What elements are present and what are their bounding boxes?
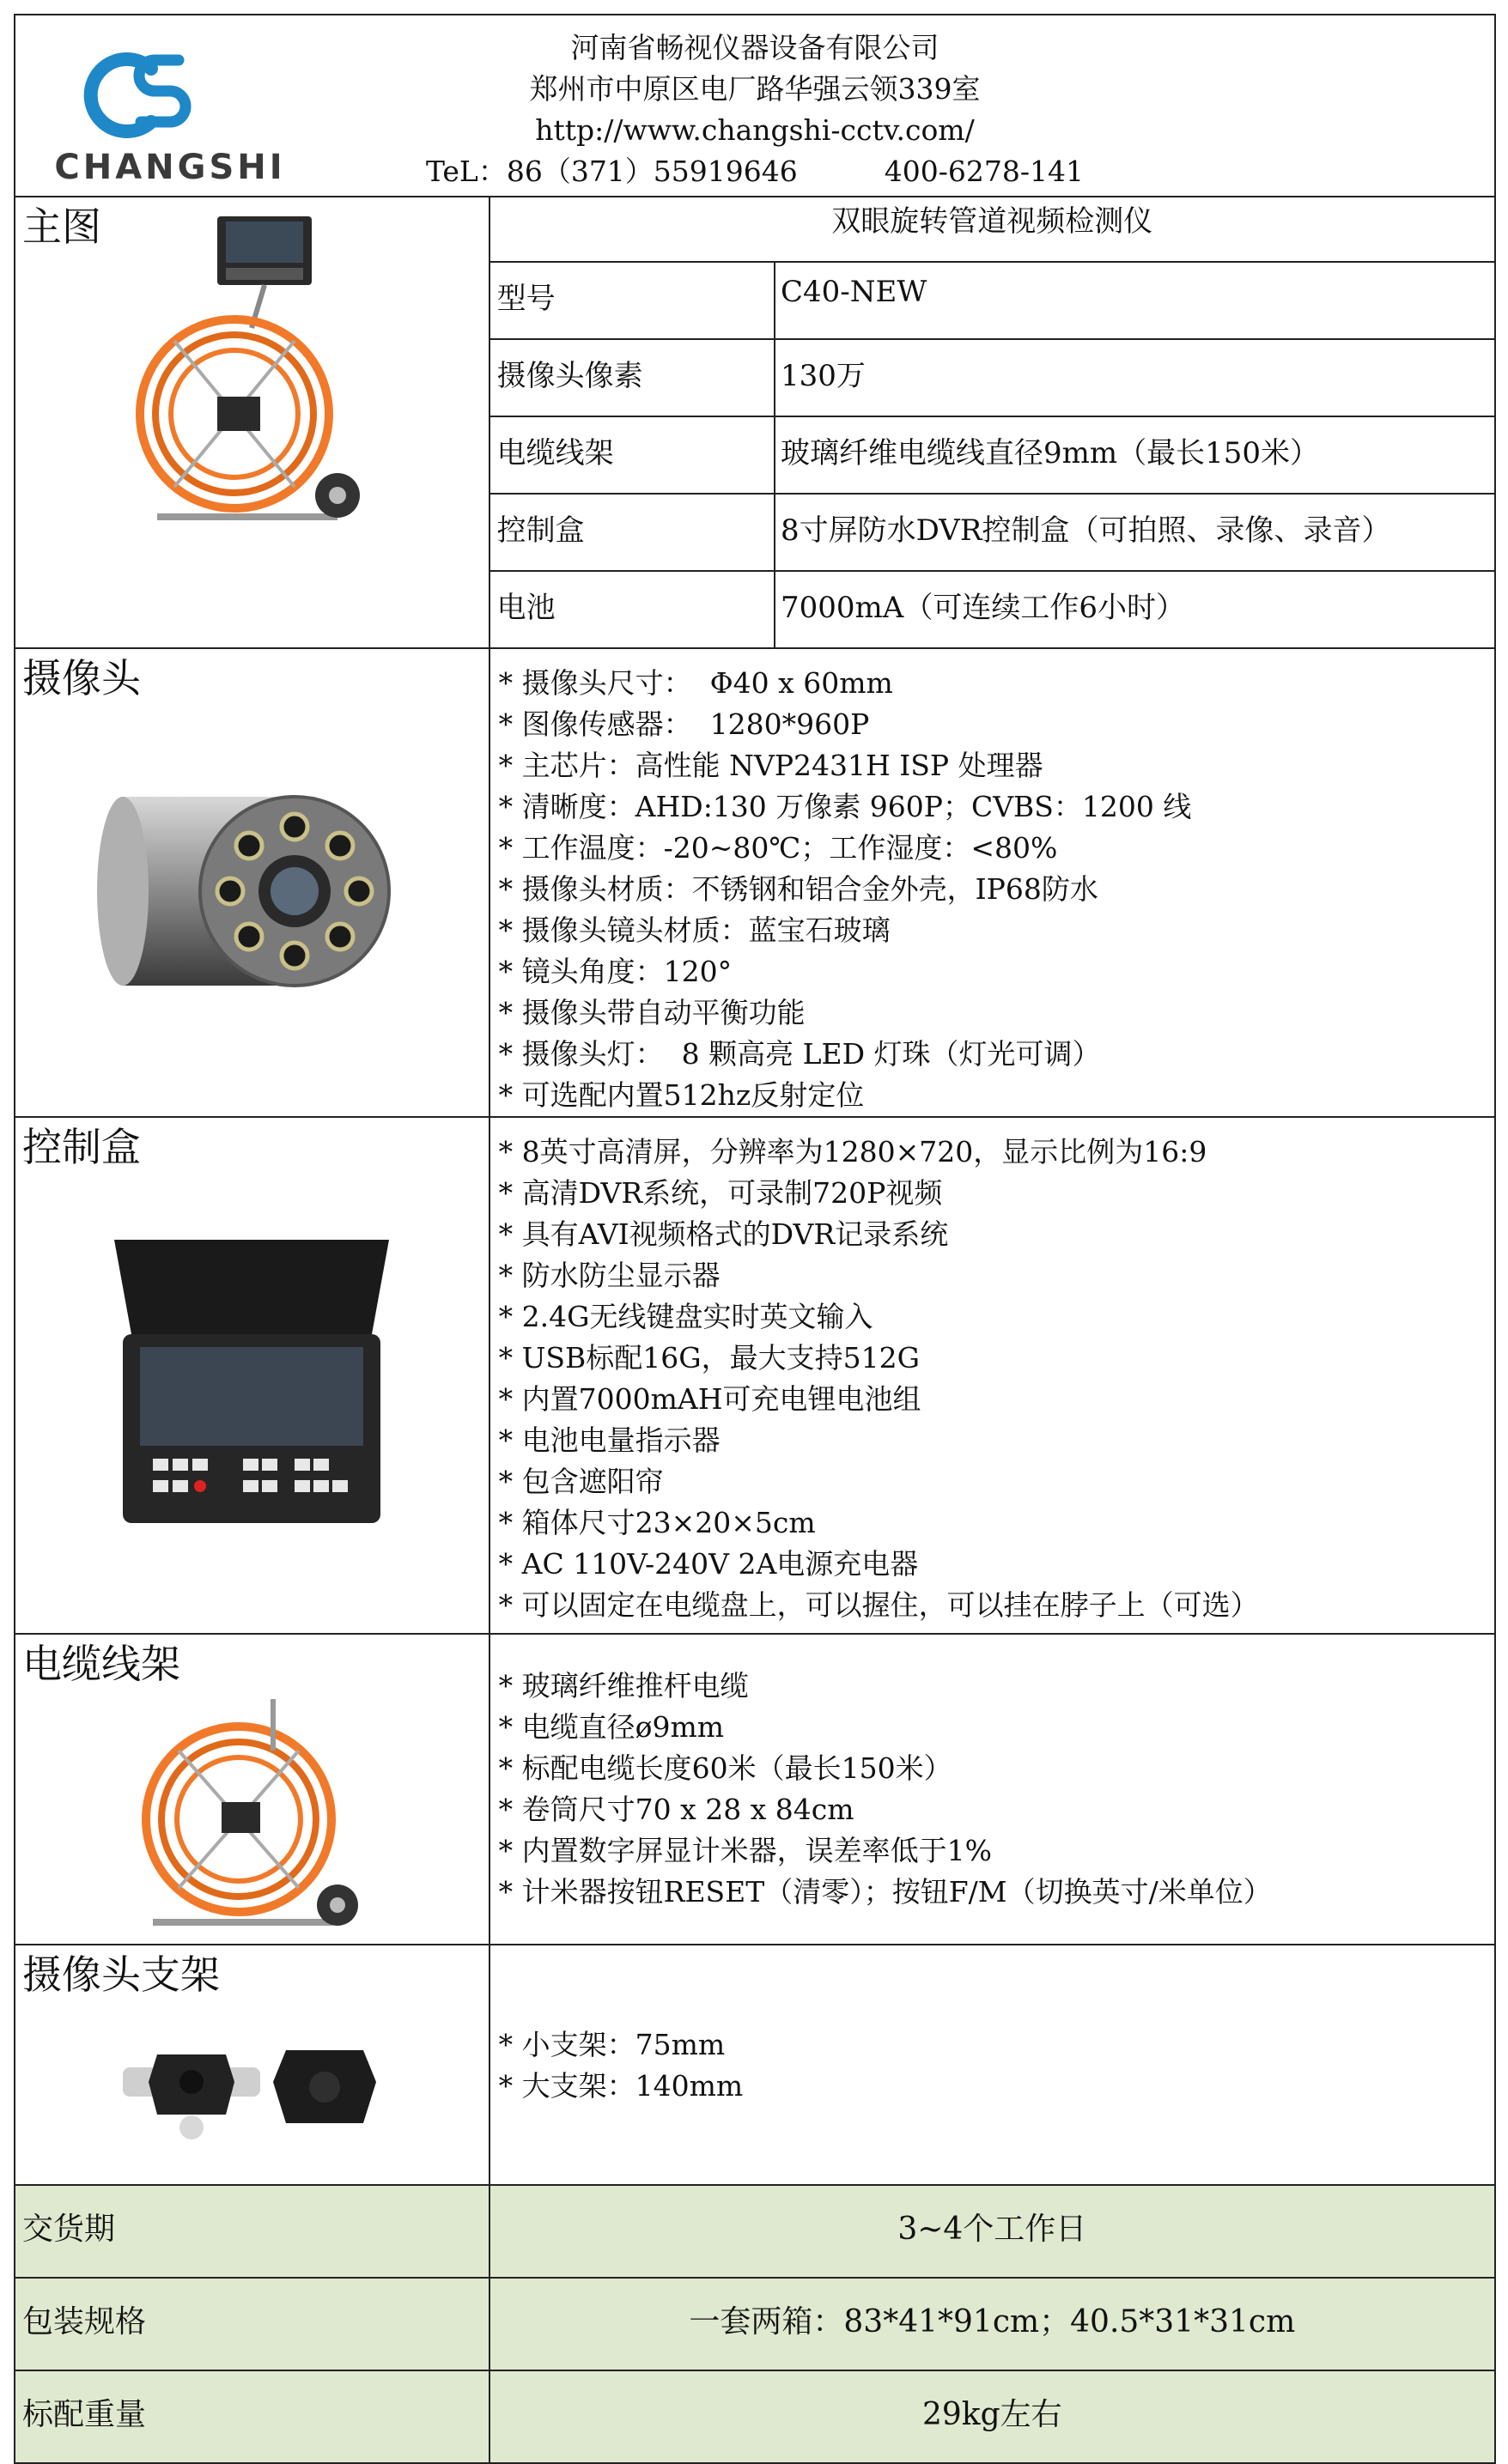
list-item: * 内置7000mAH可充电锂电池组 <box>499 1379 1494 1420</box>
list-item: * 卷筒尺寸70 x 28 x 84cm <box>499 1789 1494 1830</box>
list-item: * 标配电缆长度60米（最长150米） <box>499 1748 1494 1789</box>
cable-reel-row <box>15 1634 1495 1945</box>
spec-key: 电缆线架 <box>489 416 775 494</box>
company-tel: TeL：86（371）55919646 <box>425 155 798 188</box>
list-item: * USB标配16G，最大支持512G <box>499 1338 1494 1379</box>
list-item: * 摄像头尺寸： Φ40 x 60mm <box>499 663 1494 704</box>
list-item: * 大支架：140mm <box>499 2066 1494 2107</box>
list-item: * 玻璃纤维推杆电缆 <box>499 1666 1494 1707</box>
list-item: * 摄像头材质：不锈钢和铝合金外壳，IP68防水 <box>499 869 1494 910</box>
company-url[interactable]: http://www.changshi-cctv.com/ <box>535 113 975 147</box>
list-item: * 电池电量指示器 <box>499 1420 1494 1461</box>
cable-reel-image <box>127 1690 376 1939</box>
control-box-row <box>15 1117 1495 1634</box>
packaging-value: 一套两箱：83*41*91cm；40.5*31*31cm <box>489 2278 1495 2370</box>
main-image-cell <box>15 197 489 648</box>
bracket-section-label: 摄像头支架 <box>22 1951 220 1998</box>
weight-label: 标配重量 <box>15 2370 489 2463</box>
cable-reel-section-label: 电缆线架 <box>22 1641 180 1687</box>
list-item: * 8英寸高清屏，分辨率为1280×720，显示比例为16:9 <box>499 1132 1494 1173</box>
bracket-image-cell <box>15 1945 489 2185</box>
camera-head-image <box>88 762 415 1020</box>
spec-value: 7000mA（可连续工作6小时） <box>775 571 1495 648</box>
bracket-specs-cell <box>489 1945 1495 2185</box>
spec-key: 型号 <box>489 262 775 339</box>
spec-table <box>14 14 1496 2464</box>
header-row <box>15 15 1495 197</box>
spec-key: 摄像头像素 <box>489 339 775 416</box>
main-section-label: 主图 <box>22 203 101 250</box>
camera-bracket-image <box>88 2020 415 2149</box>
header-cell <box>15 15 1495 197</box>
list-item: * 图像传感器： 1280*960P <box>499 704 1494 745</box>
list-item: * 工作温度：-20~80℃；工作湿度：<80% <box>499 828 1494 869</box>
spec-sheet <box>14 14 1496 2464</box>
delivery-label: 交货期 <box>15 2185 489 2278</box>
control-box-image-cell <box>15 1117 489 1634</box>
control-box-specs-cell <box>489 1117 1495 1634</box>
bracket-spec-list <box>490 1945 1494 2107</box>
list-item: * 摄像头镜头材质：蓝宝石玻璃 <box>499 910 1494 951</box>
packaging-row <box>15 2278 1495 2370</box>
packaging-label: 包装规格 <box>15 2278 489 2370</box>
cable-reel-specs-cell <box>489 1634 1495 1945</box>
spec-key: 电池 <box>489 571 775 648</box>
cable-reel-spec-list <box>490 1635 1494 1913</box>
list-item: * 摄像头带自动平衡功能 <box>499 992 1494 1034</box>
list-item: * 小支架：75mm <box>499 2024 1494 2066</box>
camera-spec-list <box>490 649 1494 1116</box>
list-item: * 2.4G无线键盘实时英文输入 <box>499 1296 1494 1338</box>
camera-section-label: 摄像头 <box>22 655 141 701</box>
list-item: * 主芯片：高性能 NVP2431H ISP 处理器 <box>499 745 1494 786</box>
delivery-row <box>15 2185 1495 2278</box>
company-address: 郑州市中原区电厂路华强云领339室 <box>529 72 981 106</box>
control-box-image <box>106 1231 398 1540</box>
list-item: * 防水防尘显示器 <box>499 1255 1494 1296</box>
product-name: 双眼旋转管道视频检测仪 <box>489 197 1495 262</box>
company-info <box>15 27 1494 192</box>
spec-value: C40-NEW <box>775 262 1495 339</box>
bracket-row <box>15 1945 1495 2185</box>
list-item: * 计米器按钮RESET（清零）；按钮F/M（切换英寸/米单位） <box>499 1872 1494 1913</box>
list-item: * 具有AVI视频格式的DVR记录系统 <box>499 1214 1494 1255</box>
camera-row <box>15 648 1495 1117</box>
list-item: * AC 110V-240V 2A电源充电器 <box>499 1544 1494 1585</box>
list-item: * 镜头角度：120° <box>499 951 1494 992</box>
list-item: * 摄像头灯： 8 颗高亮 LED 灯珠（灯光可调） <box>499 1034 1494 1075</box>
inspection-system-image <box>123 199 380 543</box>
control-box-section-label: 控制盒 <box>22 1124 141 1170</box>
control-box-spec-list <box>490 1118 1494 1626</box>
camera-specs-cell <box>489 648 1495 1117</box>
list-item: * 电缆直径ø9mm <box>499 1707 1494 1748</box>
spec-value: 130万 <box>775 339 1495 416</box>
company-name: 河南省畅视仪器设备有限公司 <box>570 31 939 64</box>
list-item: * 包含遮阳帘 <box>499 1461 1494 1502</box>
weight-value: 29kg左右 <box>489 2370 1495 2463</box>
logo-text: CHANGSHI <box>54 148 286 187</box>
list-item: * 高清DVR系统，可录制720P视频 <box>499 1173 1494 1214</box>
spec-value: 8寸屏防水DVR控制盒（可拍照、录像、录音） <box>775 494 1495 571</box>
list-item: * 可选配内置512hz反射定位 <box>499 1075 1494 1116</box>
list-item: * 可以固定在电缆盘上，可以握住，可以挂在脖子上（可选） <box>499 1585 1494 1626</box>
list-item: * 内置数字屏显计米器，误差率低于1% <box>499 1830 1494 1872</box>
delivery-value: 3~4个工作日 <box>489 2185 1495 2278</box>
company-hotline: 400-6278-141 <box>884 155 1085 188</box>
cable-reel-image-cell <box>15 1634 489 1945</box>
spec-value: 玻璃纤维电缆线直径9mm（最长150米） <box>775 416 1495 494</box>
spec-key: 控制盒 <box>489 494 775 571</box>
list-item: * 清晰度：AHD:130 万像素 960P；CVBS：1200 线 <box>499 786 1494 828</box>
camera-image-cell <box>15 648 489 1117</box>
weight-row <box>15 2370 1495 2463</box>
list-item: * 箱体尺寸23×20×5cm <box>499 1502 1494 1544</box>
